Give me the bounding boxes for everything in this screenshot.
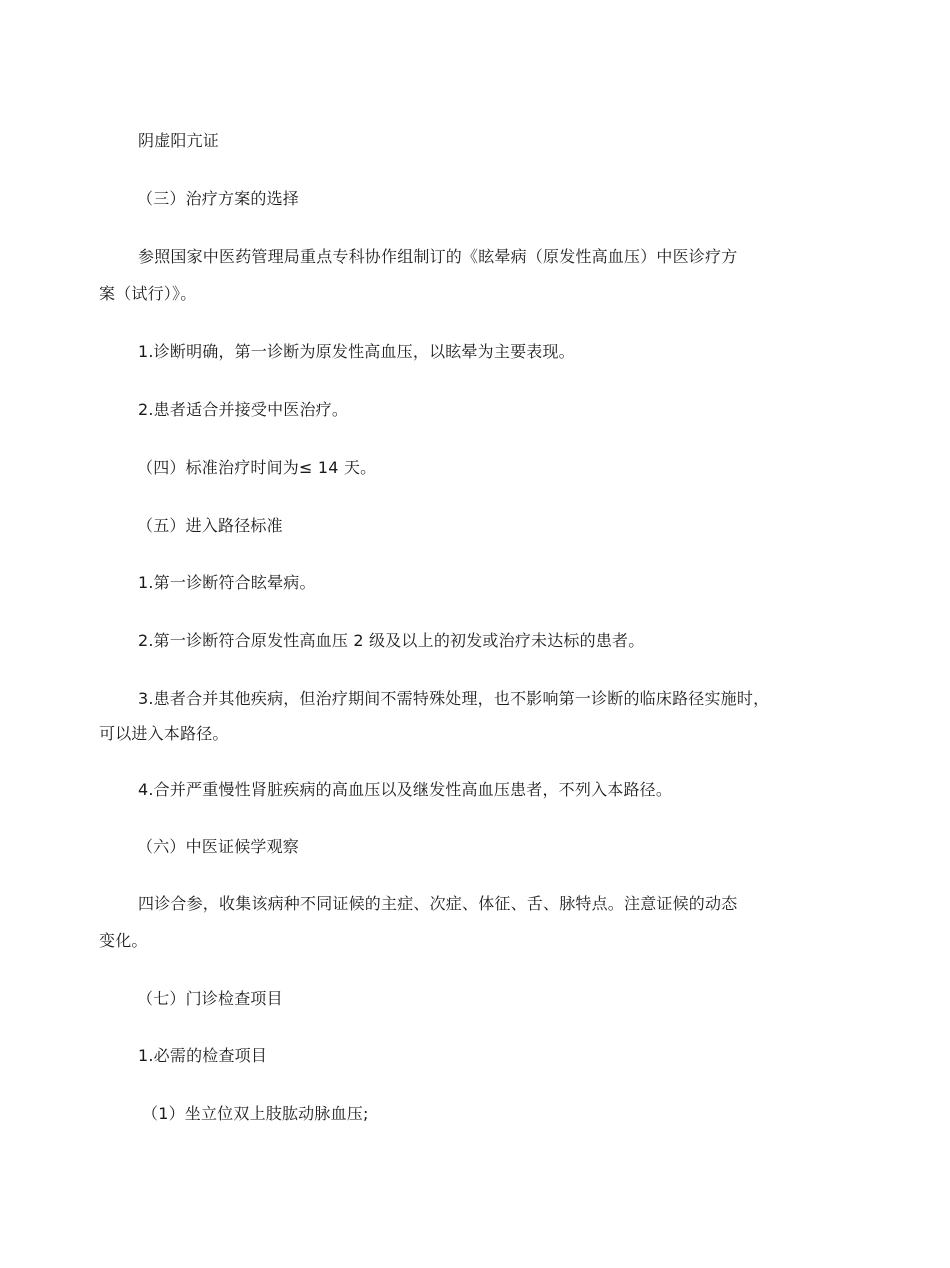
list-item-2: 2.第一诊断符合原发性高血压 2 级及以上的初发或治疗未达标的患者。 — [138, 631, 645, 650]
paragraph-line: 变化。 — [99, 931, 148, 950]
list-item-2: 2.患者适合并接受中医治疗。 — [138, 400, 349, 419]
sub-list-item-1: （1）坐立位双上肢肱动脉血压; — [142, 1104, 369, 1123]
list-item-3: 3.患者合并其他疾病，但治疗期间不需特殊处理，也不影响第一诊断的临床路径实施时， — [138, 689, 770, 708]
list-item-1: 1.诊断明确，第一诊断为原发性高血压，以眩晕为主要表现。 — [138, 342, 575, 361]
list-item-1: 1.第一诊断符合眩晕病。 — [138, 573, 316, 592]
text-line-1: 阴虚阳亢证 — [138, 131, 220, 150]
list-item-1: 1.必需的检查项目 — [138, 1046, 268, 1065]
section-heading-3: （三）治疗方案的选择 — [137, 189, 300, 208]
section-heading-6: （六）中医证候学观察 — [137, 837, 300, 856]
section-heading-5: （五）进入路径标准 — [137, 516, 283, 535]
section-heading-4: （四）标准治疗时间为≤ 14 天。 — [137, 458, 377, 477]
paragraph-line: 案（试行）》。 — [99, 284, 197, 303]
list-item-4: 4.合并严重慢性肾脏疾病的高血压以及继发性高血压患者，不列入本路径。 — [138, 780, 673, 799]
section-heading-7: （七）门诊检查项目 — [137, 989, 283, 1008]
list-item-3-continued: 可以进入本路径。 — [99, 724, 229, 743]
paragraph-line: 参照国家中医药管理局重点专科协作组制订的《眩晕病（原发性高血压）中医诊疗方 — [138, 247, 738, 266]
paragraph-line: 四诊合参，收集该病种不同证候的主症、次症、体征、舌、脉特点。注意证候的动态 — [138, 894, 738, 913]
